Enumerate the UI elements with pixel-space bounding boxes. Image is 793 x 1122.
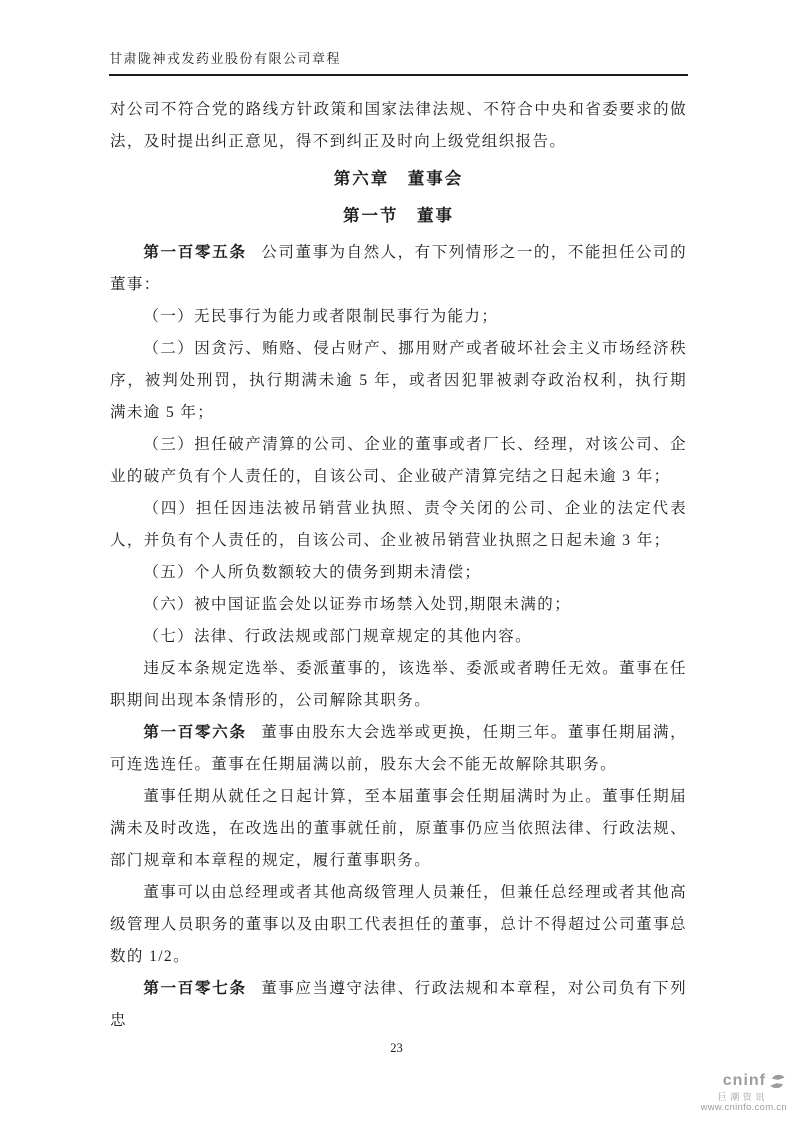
page-number: 23	[390, 1041, 403, 1055]
body-paragraph: （四）担任因违法被吊销营业执照、责令关闭的公司、企业的法定代表人，并负有个人责任的，自该公司、企业被吊销营业执照之日起未逾 3 年；	[110, 500, 687, 549]
document-body	[110, 94, 687, 1037]
body-paragraph: （二）因贪污、贿赂、侵占财产、挪用财产或者破坏社会主义市场经济秩序，被判处刑罚，执行期满未逾 5 年，或者因犯罪被剥夺政治权利，执行期满未逾 5 年；	[110, 340, 687, 421]
body-paragraph: （五）个人所负数额较大的债务到期未清偿；	[143, 564, 482, 581]
cninfo-brand-text: cninf	[722, 1072, 766, 1090]
article-number: 第一百零五条	[143, 244, 247, 261]
article-paragraph: 第一百零六条 董事由股东大会选举或更换，任期三年。董事任期届满，可连选连任。董事在任期届满以前，股东大会不能无故解除其职务。	[110, 724, 687, 773]
article-number: 第一百零六条	[143, 724, 247, 741]
document-header	[109, 48, 688, 76]
article-paragraph: 第一百零五条 公司董事为自然人，有下列情形之一的，不能担任公司的董事：	[110, 244, 687, 293]
chapter-heading: 第六章 董事会	[333, 170, 464, 188]
header-title: 甘肃陇神戎发药业股份有限公司章程	[109, 51, 342, 66]
body-paragraph: 董事可以由总经理或者其他高级管理人员兼任，但兼任总经理或者其他高级管理人员职务的董事以及由职工代表担任的董事，总计不得超过公司董事总数的 1/2。	[110, 884, 687, 965]
body-paragraph: 违反本条规定选举、委派董事的，该选举、委派或者聘任无效。董事在任职期间出现本条情形的，公司解除其职务。	[110, 660, 687, 709]
cninfo-swirl-icon	[768, 1072, 787, 1091]
body-paragraph: （七）法律、行政法规或部门规章规定的其他内容。	[143, 628, 533, 645]
body-paragraph: 董事任期从就任之日起计算，至本届董事会任期届满时为止。董事任期届满未及时改选，在改选出的董事就任前，原董事仍应当依照法律、行政法规、部门规章和本章程的规定，履行董事职务。	[110, 788, 687, 869]
body-paragraph: （三）担任破产清算的公司、企业的董事或者厂长、经理，对该公司、企业的破产负有个人责任的，自该公司、企业破产清算完结之日起未逾 3 年；	[110, 436, 687, 485]
cninfo-url: www.cninfo.com.cn	[700, 1102, 787, 1114]
body-paragraph: 对公司不符合党的路线方针政策和国家法律法规、不符合中央和省委要求的做法，及时提出纠正意见，得不到纠正及时向上级党组织报告。	[110, 101, 687, 150]
article-paragraph: 第一百零七条 董事应当遵守法律、行政法规和本章程，对公司负有下列忠	[110, 980, 687, 1029]
body-paragraph: （一）无民事行为能力或者限制民事行为能力；	[143, 308, 499, 325]
cninfo-logo	[701, 1072, 787, 1114]
cninfo-logo-row	[701, 1072, 787, 1091]
cninfo-chinese-name: 巨潮资讯	[717, 1091, 768, 1102]
section-heading: 第一节 董事	[343, 207, 454, 225]
body-paragraph: （六）被中国证监会处以证券市场禁入处罚,期限未满的；	[143, 596, 572, 613]
article-number: 第一百零七条	[143, 980, 247, 997]
